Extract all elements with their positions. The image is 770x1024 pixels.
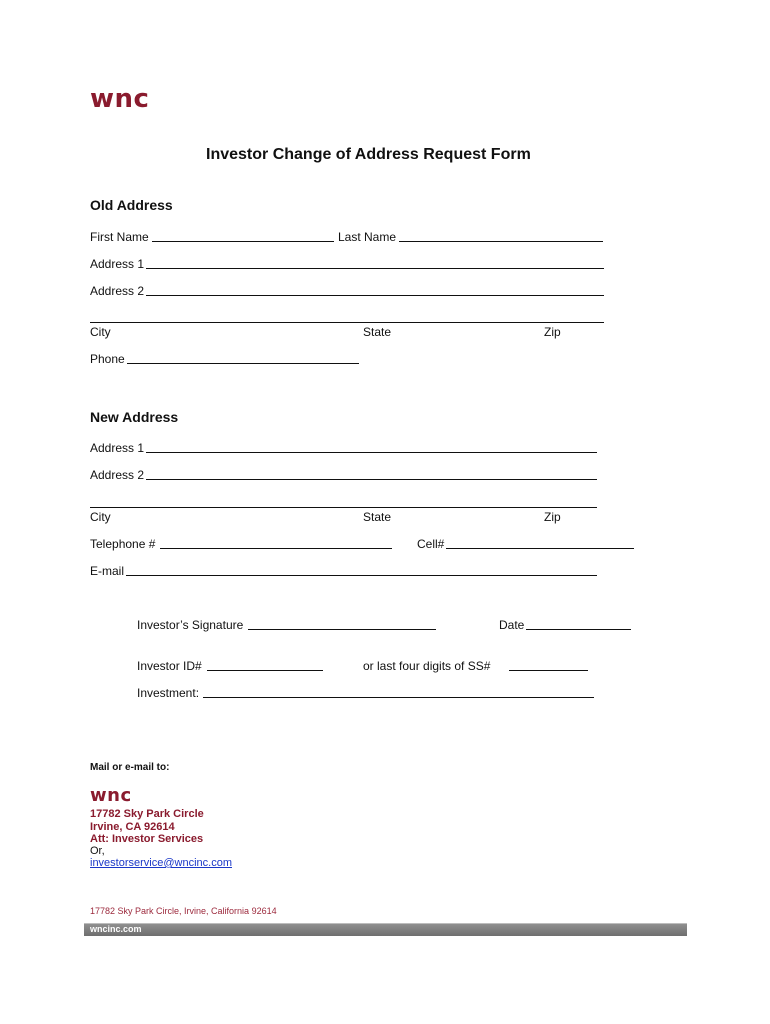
old-first-name-label: First Name — [90, 230, 149, 244]
old-city-label: City — [90, 325, 111, 339]
new-telephone-field[interactable] — [160, 548, 392, 549]
old-address1-label: Address 1 — [90, 257, 145, 271]
footer-website: wncinc.com — [90, 924, 142, 934]
mail-or: Or, — [90, 845, 105, 857]
old-phone-field[interactable] — [127, 363, 359, 364]
new-city-label: City — [90, 510, 111, 524]
new-telephone-label: Telephone # — [90, 537, 156, 551]
investor-id-field[interactable] — [207, 670, 323, 671]
old-address1-field[interactable] — [146, 268, 604, 269]
new-city-state-zip-field[interactable] — [90, 507, 597, 508]
old-state-label: State — [363, 325, 392, 339]
ss-digits-label: or last four digits of SS# — [363, 659, 491, 673]
old-address2-field[interactable] — [146, 295, 604, 296]
investment-field[interactable] — [203, 697, 594, 698]
old-last-name-field[interactable] — [399, 241, 603, 242]
old-first-name-field[interactable] — [152, 241, 334, 242]
mail-street: 17782 Sky Park Circle — [90, 808, 204, 820]
wnc-logo-small: wnc — [90, 785, 132, 806]
date-label: Date — [499, 618, 525, 632]
new-cell-field[interactable] — [446, 548, 634, 549]
new-cell-label: Cell# — [417, 537, 445, 551]
new-email-field[interactable] — [126, 575, 597, 576]
new-state-label: State — [363, 510, 392, 524]
old-address2-label: Address 2 — [90, 284, 145, 298]
wnc-logo: wnc — [90, 84, 150, 114]
footer-bar — [84, 923, 687, 936]
investor-signature-label: Investor’s Signature — [137, 618, 244, 632]
footer-address: 17782 Sky Park Circle, Irvine, California 92614 — [90, 906, 277, 916]
mail-attn: Att: Investor Services — [90, 833, 204, 845]
new-address2-label: Address 2 — [90, 468, 145, 482]
investment-label: Investment: — [137, 686, 200, 700]
mail-to-label: Mail or e-mail to: — [90, 762, 170, 773]
date-field[interactable] — [526, 629, 631, 630]
new-address1-label: Address 1 — [90, 441, 145, 455]
new-zip-label: Zip — [544, 510, 561, 524]
new-address2-field[interactable] — [146, 479, 597, 480]
ss-digits-field[interactable] — [509, 670, 588, 671]
investor-id-label: Investor ID# — [137, 659, 202, 673]
investor-service-email-link[interactable]: investorservice@wncinc.com — [90, 857, 232, 869]
form-title: Investor Change of Address Request Form — [206, 146, 531, 163]
new-address1-field[interactable] — [146, 452, 597, 453]
old-zip-label: Zip — [544, 325, 561, 339]
investor-signature-field[interactable] — [248, 629, 436, 630]
new-email-label: E-mail — [90, 564, 125, 578]
new-address-heading: New Address — [90, 409, 179, 425]
old-last-name-label: Last Name — [338, 230, 397, 244]
mail-city-line: Irvine, CA 92614 — [90, 821, 175, 833]
old-city-state-zip-field[interactable] — [90, 322, 604, 323]
old-address-heading: Old Address — [90, 197, 173, 213]
old-phone-label: Phone — [90, 352, 125, 366]
